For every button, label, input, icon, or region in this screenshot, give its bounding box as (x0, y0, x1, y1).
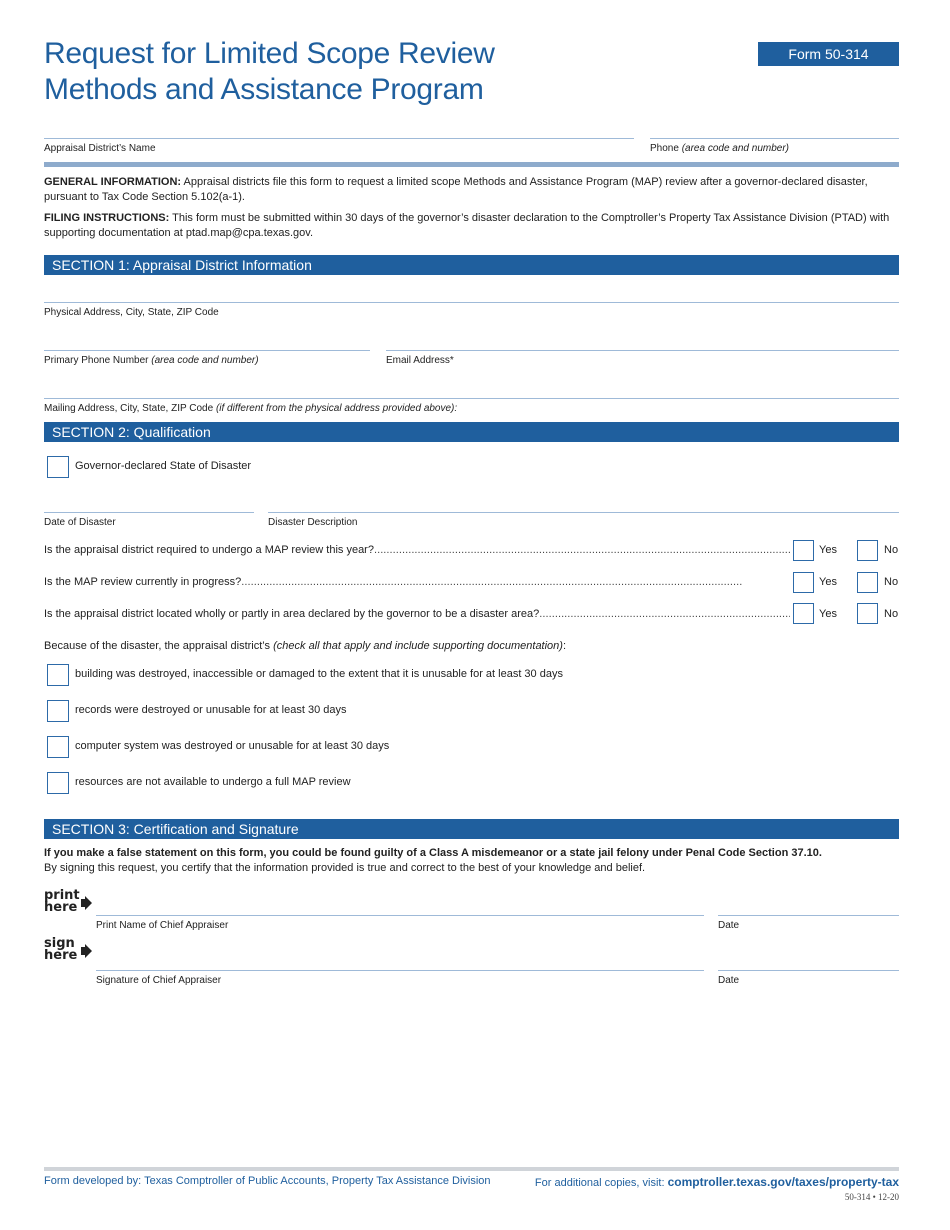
question-disaster-area: Is the appraisal district located wholly or partly in area declared by the governor to be a disaster area? . . . (44, 608, 790, 620)
section-2-header: SECTION 2: Qualification (44, 422, 899, 442)
option-records-checkbox[interactable] (47, 700, 69, 722)
disaster-area-yes-checkbox[interactable] (793, 603, 814, 624)
footer-copies: For additional copies, visit: comptroller.texas.gov/taxes/property-tax (534, 1175, 899, 1189)
option-building-label: building was destroyed, inaccessible or damaged to the extent that it is unusable for at least 30 days (75, 668, 563, 680)
form-number-badge: Form 50-314 (758, 42, 899, 66)
map-in-progress-yes-checkbox[interactable] (793, 572, 814, 593)
map-required-no-checkbox[interactable] (857, 540, 878, 561)
general-information: GENERAL INFORMATION: Appraisal districts file this form to request a limited scope Methods and Assistance Program (MAP) review after a governor-declared disaster, pursuant to Tax Code Section 5.102(a-1). (44, 176, 868, 203)
option-records-label: records were destroyed or unusable for at least 30 days (75, 704, 347, 716)
form-title-line-2: Methods and Assistance Program (44, 73, 484, 106)
mailing-address-label: Mailing Address, City, State, ZIP Code (if different from the physical address provided above): (44, 403, 458, 414)
email-label: Email Address* (386, 355, 454, 366)
print-date-field[interactable] (718, 915, 899, 916)
district-name-label: Appraisal District’s Name (44, 143, 156, 154)
disaster-date-label: Date of Disaster (44, 517, 116, 528)
certification-text: By signing this request, you certify that the information provided is true and correct to the best of your knowledge and belief. (44, 862, 646, 874)
form-title (44, 36, 495, 108)
state-of-disaster-checkbox[interactable] (47, 456, 69, 478)
print-name-field[interactable] (96, 915, 704, 916)
section-1-header: SECTION 1: Appraisal District Information (44, 255, 899, 275)
signature-field[interactable] (96, 970, 704, 971)
disaster-area-yes-label: Yes (819, 608, 837, 620)
physical-address-field[interactable] (44, 302, 899, 303)
footer-divider (44, 1167, 899, 1171)
sign-here-badge: sign here (44, 938, 92, 962)
footer-version: 50-314 • 12-20 (844, 1192, 899, 1202)
state-of-disaster-label: Governor-declared State of Disaster (75, 460, 252, 472)
disaster-description-field[interactable] (268, 512, 899, 513)
district-phone-label: Phone (area code and number) (650, 143, 789, 154)
print-arrow-icon (81, 896, 92, 910)
disaster-area-no-label: No (884, 608, 899, 620)
option-computer-checkbox[interactable] (47, 736, 69, 758)
question-map-required: Is the appraisal district required to undergo a MAP review this year? . . . (44, 544, 790, 556)
option-computer-label: computer system was destroyed or unusable for at least 30 days (75, 740, 390, 752)
mailing-address-field[interactable] (44, 398, 899, 399)
question-map-in-progress: Is the MAP review currently in progress? . . . (44, 576, 790, 588)
option-resources-checkbox[interactable] (47, 772, 69, 794)
email-field[interactable] (386, 350, 899, 351)
header-divider (44, 162, 899, 167)
print-date-label: Date (718, 920, 740, 931)
disaster-date-field[interactable] (44, 512, 254, 513)
section-3-header: SECTION 3: Certification and Signature (44, 819, 899, 839)
option-building-checkbox[interactable] (47, 664, 69, 686)
map-in-progress-yes-label: Yes (819, 576, 837, 588)
footer-copies-link[interactable]: comptroller.texas.gov/taxes/property-tax (667, 1175, 899, 1189)
primary-phone-label: Primary Phone Number (area code and number) (44, 355, 259, 366)
map-required-yes-label: Yes (819, 544, 837, 556)
map-required-no-label: No (884, 544, 899, 556)
district-phone-field[interactable] (650, 138, 899, 139)
disaster-description-label: Disaster Description (268, 517, 358, 528)
option-resources-label: resources are not available to undergo a full MAP review (75, 776, 351, 788)
print-name-label: Print Name of Chief Appraiser (96, 920, 229, 931)
signature-date-field[interactable] (718, 970, 899, 971)
physical-address-label: Physical Address, City, State, ZIP Code (44, 307, 219, 318)
filing-instructions: FILING INSTRUCTIONS: This form must be submitted within 30 days of the governor’s disaster declaration to the Comptroller’s Property Tax Assistance Division (PTAD) with supporting documentation at ptad.map@cpa.texas.gov. (44, 212, 890, 239)
false-statement-warning: If you make a false statement on this form, you could be found guilty of a Class A misdemeanor or a state jail felony under Penal Code Section 37.10. (44, 847, 822, 859)
form-title-line-1: Request for Limited Scope Review (44, 37, 495, 70)
signature-date-label: Date (718, 975, 740, 986)
district-name-field[interactable] (44, 138, 634, 139)
map-in-progress-no-checkbox[interactable] (857, 572, 878, 593)
because-of-disaster-text: Because of the disaster, the appraisal district’s (check all that apply and include supporting documentation): (44, 640, 567, 652)
print-here-badge: print here (44, 890, 92, 914)
signature-label: Signature of Chief Appraiser (96, 975, 222, 986)
primary-phone-field[interactable] (44, 350, 370, 351)
footer-developed-by: Form developed by: Texas Comptroller of Public Accounts, Property Tax Assistance Division (44, 1175, 491, 1187)
sign-arrow-icon (81, 944, 92, 958)
disaster-area-no-checkbox[interactable] (857, 603, 878, 624)
map-in-progress-no-label: No (884, 576, 899, 588)
map-required-yes-checkbox[interactable] (793, 540, 814, 561)
